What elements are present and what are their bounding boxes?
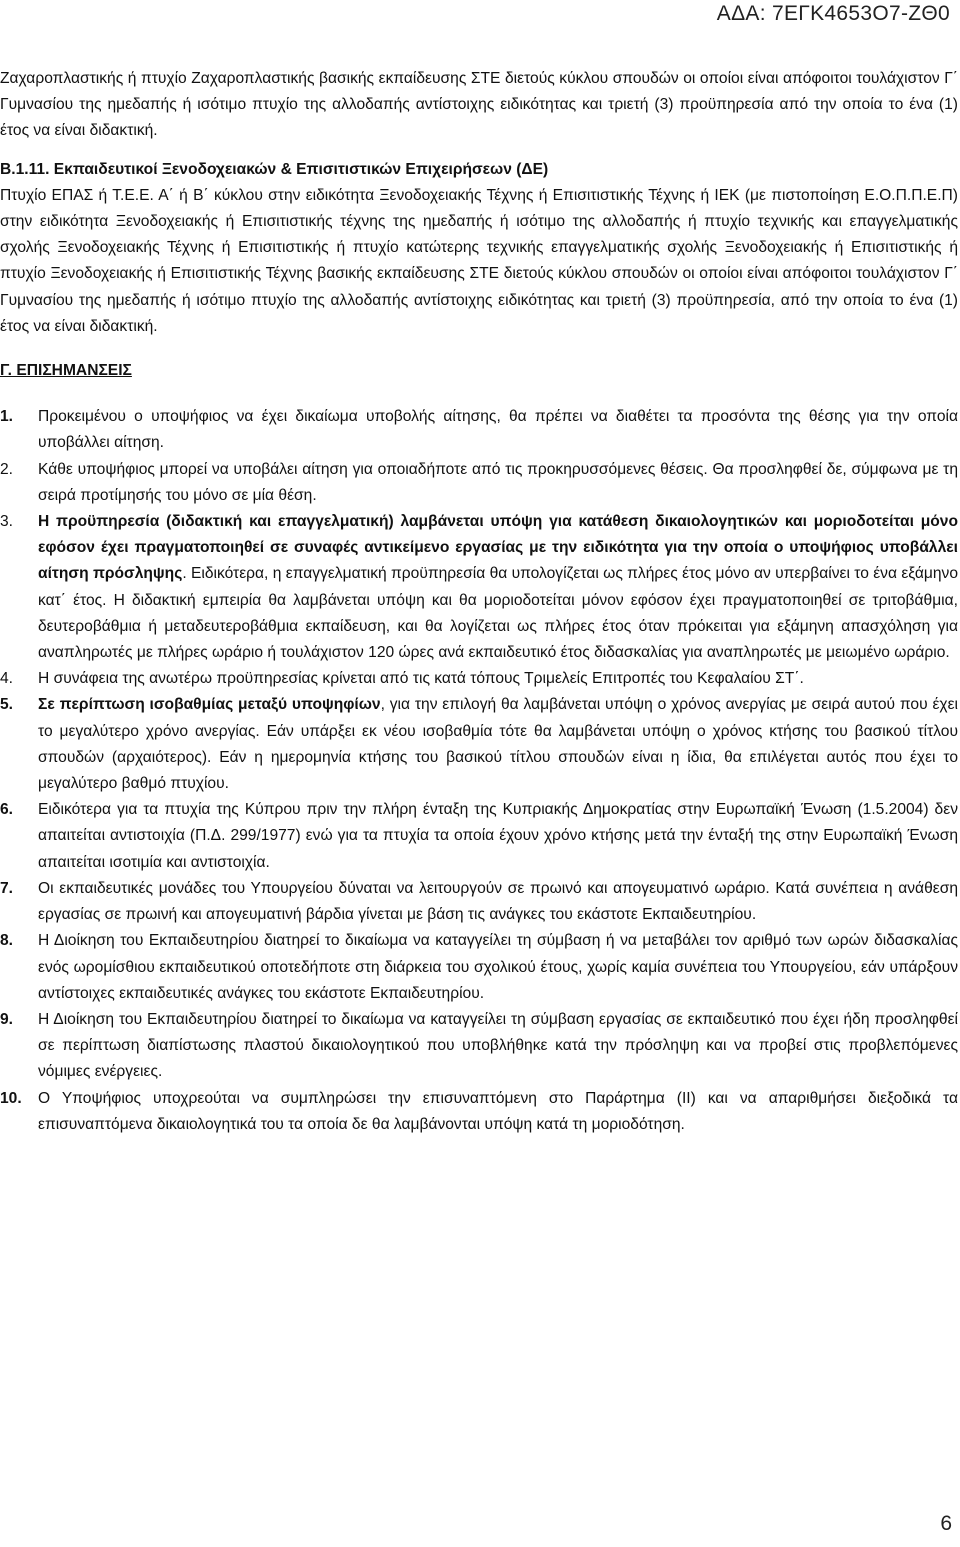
list-item [0,404,958,456]
item-text: Οι εκπαιδευτικές μονάδες του Υπουργείου δύναται να λειτουργούν σε πρωινό και απογευματινό ωράριο. Κατά συνέπεια η ανάθεση εργασίας σε πρωινή και απογευματινή βάρδια γίνεται με βάση τις ανάγκες του εκάστοτε Εκπαιδευτηρίου. [38,879,958,924]
item-text: Η Διοίκηση του Εκπαιδευτηρίου διατηρεί το δικαίωμα να καταγγείλει τη σύμβαση ή να μεταβάλει τον αριθμό των ωρών διδασκαλίας ενός ωρομίσθιου εκπαιδευτικού οποτεδήποτε στη διάρκεια του σχολικού έτους, χωρίς καμία συνέπεια του Υπουργείου, εάν υπάρξουν αντίστοιχες εκπαιδευτικές ανάγκες του εκάστοτε Εκπαιδευτηρίου. [38,932,958,1002]
section-b11-text: Πτυχίο ΕΠΑΣ ή Τ.Ε.Ε. Α΄ ή Β΄ κύκλου στην ειδικότητα Ξενοδοχειακής Τέχνης ή Επισιτιστικής Τέχνης ή ΙΕΚ (με πιστοποίηση Ε.Ο.Π.Π.Ε.Π) στην ειδικότητα Ξενοδοχειακής ή Επισιτιστικής τέχνης της ημεδαπής ή ισότιμο της αλλοδαπής ή πτυχίο τεχνικής και επαγγελματικής σχολής Ξενοδοχειακής Τέχνης ή Επισιτιστικής ή πτυχίο κατώτερης τεχνικής επαγγελματικής σχολής Ξενοδοχειακής ή Επισιτιστικής ή πτυχίο Ξενοδοχειακής ή Επισιτιστικής Τέχνης βασικής εκπαίδευσης ΣΤΕ διετούς κύκλου σπουδών οι οποίοι είναι απόφοιτοι τουλάχιστον Γ΄ Γυμνασίου της ημεδαπής ή ισότιμο πτυχίο της αλλοδαπής αντίστοιχης ειδικότητας και τριετή (3) προϋπηρεσία, από την οποία το ένα (1) έτος να είναι διδακτική. [0,186,958,335]
item-number: 1. [0,408,14,426]
item-text: Ειδικότερα για τα πτυχία της Κύπρου πριν την πλήρη ένταξη της Κυπριακής Δημοκρατίας στην Ευρωπαϊκή Ένωση (1.5.2004) δεν απαιτείται αντιστοιχία (Π.Δ. 299/1977) ενώ για τα πτυχία τα οποία έχουν χρόνο κτήσης μετά την ένταξή της στην Ευρωπαϊκή Ένωση απαιτείται ισοτιμία και αντιστοιχία. [38,801,958,871]
item-text: Κάθε υποψήφιος μπορεί να υποβάλει αίτηση για οποιαδήποτε από τις προκηρυσσόμενες θέσεις. Θα προσληφθεί δε, σύμφωνα με τη σειρά προτίμησής του μόνο σε μία θέση. [38,460,958,504]
item-number: 6. [0,801,14,819]
list-item [0,692,958,797]
list-item [0,1007,958,1086]
section-b11-heading: Β.1.11. Εκπαιδευτικοί Ξενοδοχειακών & Επισιτιστικών Επιχειρήσεων (ΔΕ) [0,160,549,178]
item-number: 2. [0,460,14,478]
list-item [0,1086,958,1138]
list-item [0,666,958,692]
item-number: 10. [0,1089,22,1107]
ada-code: ΑΔΑ: 7ΕΓΚ4653Ο7-ΖΘ0 [716,2,950,25]
intro-paragraph: Ζαχαροπλαστικής ή πτυχίο Ζαχαροπλαστικής βασικής εκπαίδευσης ΣΤΕ διετούς κύκλου σπουδών οι οποίοι είναι απόφοιτοι τουλάχιστον Γ΄ Γυμνασίου της ημεδαπής ή ισότιμο πτυχίο της αλλοδαπής αντίστοιχης ειδικότητας και τριετή (3) προϋπηρεσία από την οποία το ένα (1) έτος να είναι διδακτική. [0,70,958,140]
list-item [0,876,958,928]
list-item [0,509,958,666]
item-bold-text: Η προϋπηρεσία (διδακτική και επαγγελματική) λαμβάνεται υπόψη για κατάθεση δικαιολογητικών και μοριοδοτείται μόνο εφόσον έχει πραγματοποιηθεί σε συναφές αντικείμενο εργασίας με την ειδικότητα για την οποία ο υποψήφιος υποβάλλει αίτηση πρόσληψης [38,513,958,583]
item-text: . Ειδικότερα, η επαγγελματική προϋπηρεσία θα υπολογίζεται ως πλήρες έτος μόνο αν υπερβαίνει το ένα εξάμηνο κατ΄ έτος. Η διδακτική εμπειρία θα λαμβάνεται υπόψη και θα μοριοδοτείται μόνον εφόσον έχει πραγματοποιηθεί σε τριτοβάθμια, δευτεροβάθμια ή μεταδευτεροβάθμια εκπαίδευση, και θα λογίζεται ως πλήρες έτος όταν πρόκειται για εξάμηνη απασχόληση για αναπληρωτές με πλήρες ωράριο ή τουλάχιστον 120 ώρες ανά εκπαιδευτικό έτος διδασκαλίας για αναπληρωτές με μειωμένο ωράριο. [38,565,958,662]
list-item [0,797,958,876]
item-number: 4. [0,670,14,688]
item-text: , για την επιλογή θα λαμβάνεται υπόψη ο χρόνος ανεργίας με σειρά αυτού που έχει το μεγαλύτερο χρόνο ανεργίας. Εάν υπάρξει εκ νέου ισοβαθμία τότε θα λαμβάνεται υπόψη ο χρόνος κτήσης του βασικού τίτλου σπουδών (αρχαιότερος). Εάν η ημερομηνία κτήσης του βασικού τίτλου σπουδών είναι η ίδια, θα επιλέγεται αυτός που έχει το μεγαλύτερο βαθμό πτυχίου. [38,696,958,793]
item-number: 9. [0,1010,14,1028]
item-text: Προκειμένου ο υποψήφιος να έχει δικαίωμα υποβολής αίτησης, θα πρέπει να διαθέτει τα προσόντα της θέσης για την οποία υποβάλλει αίτηση. [38,408,958,452]
list-item [0,928,958,1007]
item-text: Η συνάφεια της ανωτέρω προϋπηρεσίας κρίνεται από τις κατά τόπους Τριμελείς Επιτροπές του Κεφαλαίου ΣΤ΄. [38,670,804,688]
item-number: 8. [0,932,14,950]
item-text: Η Διοίκηση του Εκπαιδευτηρίου διατηρεί το δικαίωμα να καταγγείλει τη σύμβαση εργασίας σε εκπαιδευτικό που έχει ήδη προσληφθεί σε περίπτωση διαπίστωσης πλαστού δικαιολογητικού που υποβλήθηκε κατά την πρόσληψη και να προβεί στις προβλεπόμενες νόμιμες ενέργειες. [38,1010,958,1081]
document-page [0,66,958,1138]
item-text: Ο Υποψήφιος υποχρεούται να συμπληρώσει την επισυναπτόμενη στο Παράρτημα (ΙΙ) και να απαριθμήσει διεξοδικά τα επισυναπτόμενα δικαιολογητικά του τα οποία δε θα λαμβάνονται υπόψη κατά τη μοριοδότηση. [38,1089,958,1133]
item-number: 3. [0,513,14,531]
item-bold-text: Σε περίπτωση ισοβαθμίας μεταξύ υποψηφίων [38,696,381,714]
item-number: 5. [0,696,14,714]
notes-list [0,404,958,1138]
list-item [0,457,958,509]
section-c-heading: Γ. ΕΠΙΣΗΜΑΝΣΕΙΣ [0,362,132,380]
page-number: 6 [940,1512,952,1535]
item-number: 7. [0,879,14,897]
